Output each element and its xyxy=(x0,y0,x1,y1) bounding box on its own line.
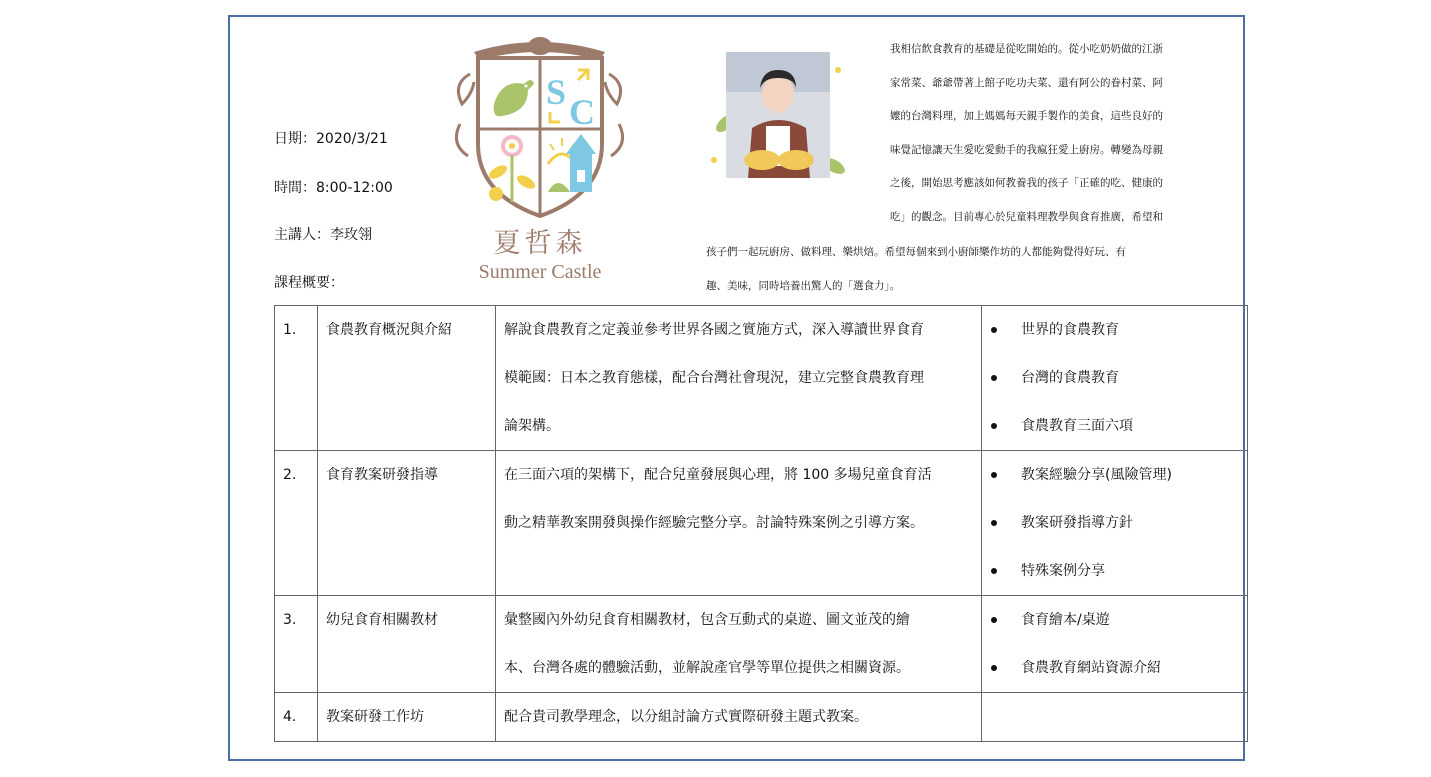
logo-name-zh: 夏哲森 xyxy=(493,228,587,259)
course-desc-line: 在三面六項的架構下，配合兒童發展與心理，將 100 多場兒童食育活 xyxy=(504,467,932,483)
intro-line: 家常菜、爺爺帶著上館子吃功夫菜、還有阿公的眷村菜、阿 xyxy=(890,76,1163,89)
bullet-icon xyxy=(991,665,997,671)
bullet-icon xyxy=(991,568,997,574)
bullet-icon xyxy=(991,472,997,478)
intro-line: 趣、美味，同時培養出驚人的「選食力」。 xyxy=(706,279,901,292)
course-time: 時間：8:00-12:00 xyxy=(274,180,393,196)
course-desc-line: 模範國：日本之教育態樣，配合台灣社會現況，建立完整食農教育理 xyxy=(504,370,924,386)
intro-line: 吃」的觀念。目前專心於兒童料理教學與食育推廣，希望和 xyxy=(890,210,1163,223)
course-desc-line: 彙整國內外幼兒食育相關教材，包含互動式的桌遊、圖文並茂的繪 xyxy=(504,612,910,628)
logo-name-en: Summer Castle xyxy=(478,261,602,283)
course-point: 教案經驗分享(風險管理) xyxy=(982,451,1247,499)
course-point: 食育繪本/桌遊 xyxy=(982,596,1247,644)
bullet-icon xyxy=(991,375,997,381)
course-number: 1. xyxy=(283,322,297,338)
course-desc-line: 動之精華教案開發與操作經驗完整分享。討論特殊案例之引導方案。 xyxy=(504,515,924,531)
course-desc-line: 配合貴司教學理念，以分組討論方式實際研發主題式教案。 xyxy=(504,709,868,725)
course-title: 食農教育概況與介紹 xyxy=(326,322,452,338)
intro-paragraph-bottom xyxy=(706,236,1126,303)
summer-castle-logo xyxy=(452,34,627,284)
intro-paragraph-top xyxy=(890,33,1163,234)
course-point: 食農教育三面六項 xyxy=(982,402,1247,450)
bullet-icon xyxy=(991,423,997,429)
intro-line: 之後，開始思考應該如何教養我的孩子「正確的吃、健康的 xyxy=(890,177,1163,189)
course-desc-line: 論架構。 xyxy=(504,418,560,434)
course-date: 日期：2020/3/21 xyxy=(274,131,388,147)
course-title: 幼兒食育相關教材 xyxy=(326,612,438,628)
svg-text:C: C xyxy=(569,92,595,132)
intro-line: 孩子們一起玩廚房、做料理、樂烘焙。希望每個來到小廚師樂作坊的人都能夠覺得好玩、有 xyxy=(706,246,1126,258)
intro-line: 味覺記憶讓天生愛吃愛動手的我瘋狂愛上廚房。轉變為母親 xyxy=(890,143,1163,156)
table-row xyxy=(275,306,1248,451)
course-title: 教案研發工作坊 xyxy=(326,709,424,725)
table-row xyxy=(275,596,1248,693)
bullet-icon xyxy=(991,520,997,526)
course-number: 4. xyxy=(283,709,297,725)
course-overview-label: 課程概要： xyxy=(274,275,344,291)
course-title: 食育教案研發指導 xyxy=(326,467,438,483)
course-number: 3. xyxy=(283,612,297,628)
course-points-empty xyxy=(982,693,1248,742)
course-speaker: 主講人：李玫翎 xyxy=(274,227,372,243)
intro-line: 嬤的台灣料理，加上媽媽每天親手製作的美食，這些良好的 xyxy=(890,110,1163,122)
course-point: 台灣的食農教育 xyxy=(982,354,1247,402)
course-point: 特殊案例分享 xyxy=(982,547,1247,595)
course-point: 教案研發指導方針 xyxy=(982,499,1247,547)
bullet-icon xyxy=(991,327,997,333)
course-point: 食農教育網站資源介紹 xyxy=(982,644,1247,692)
course-point: 世界的食農教育 xyxy=(982,306,1247,354)
course-desc-line: 解說食農教育之定義並參考世界各國之實施方式，深入導讀世界食育 xyxy=(504,322,924,338)
table-row xyxy=(275,451,1248,596)
svg-text:S: S xyxy=(546,72,567,112)
bullet-icon xyxy=(991,617,997,623)
course-table xyxy=(274,305,1248,742)
course-desc-line: 本、台灣各處的體驗活動，並解說產官學等單位提供之相關資源。 xyxy=(504,660,910,676)
speaker-photo xyxy=(706,48,846,183)
course-number: 2. xyxy=(283,467,297,483)
intro-line: 我相信飲食教育的基礎是從吃開始的。從小吃奶奶做的江浙 xyxy=(890,43,1163,55)
table-row xyxy=(275,693,1248,742)
